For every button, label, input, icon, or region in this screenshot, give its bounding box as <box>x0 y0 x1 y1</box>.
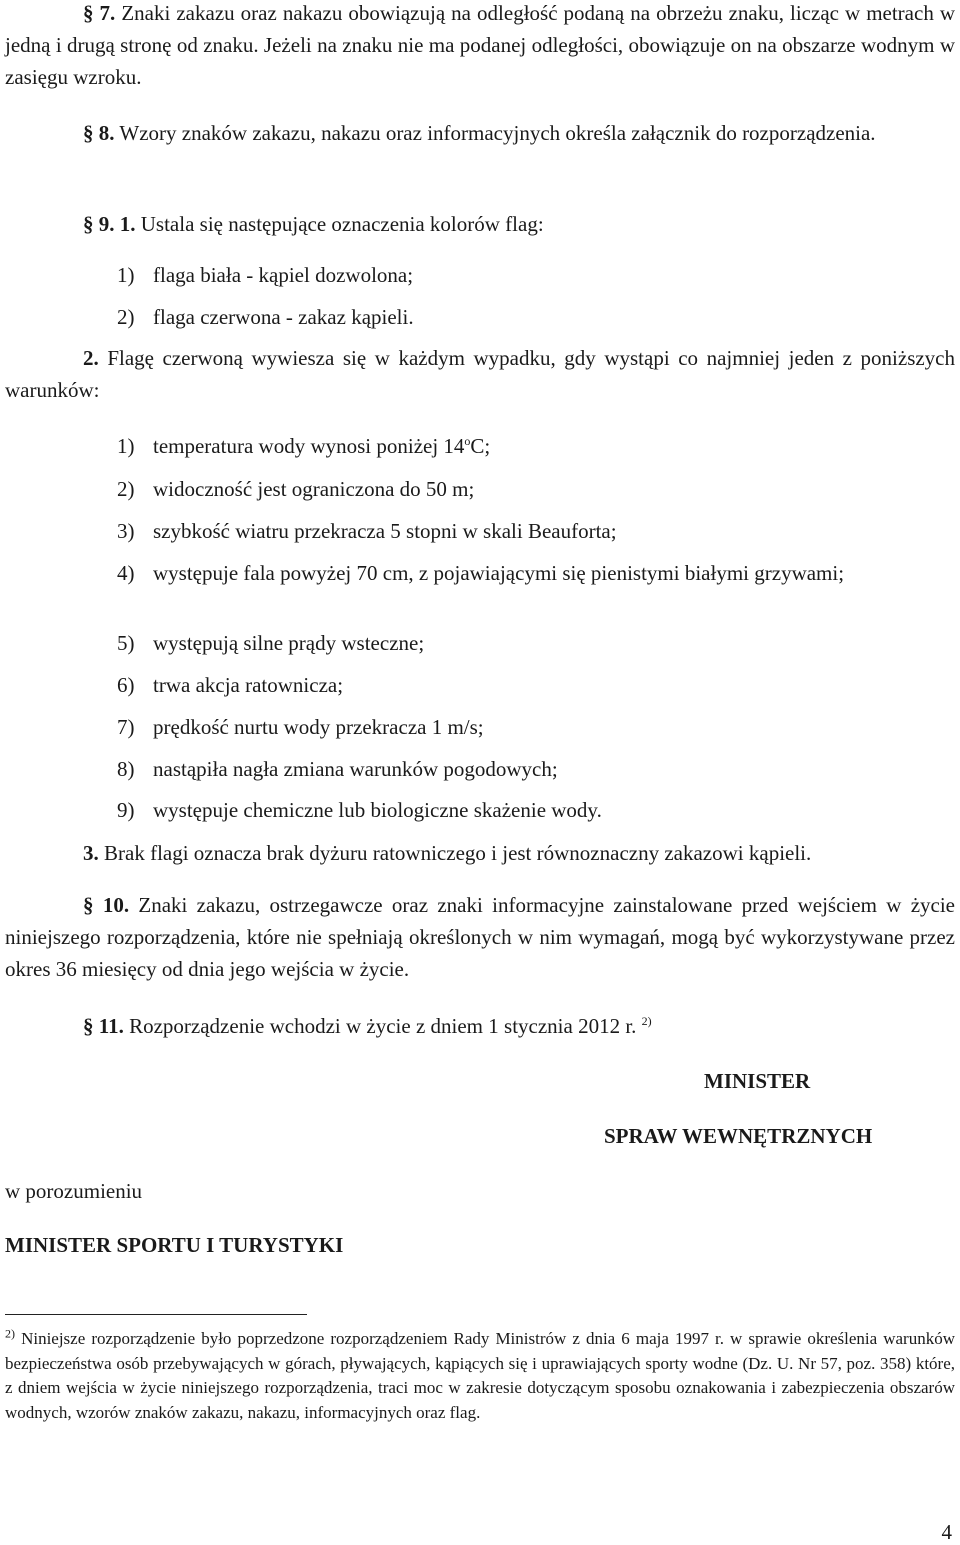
section-sign: § <box>83 893 94 917</box>
paragraph-number: 7. <box>99 1 116 25</box>
section-sign: § <box>83 212 94 236</box>
paragraph-text: Znaki zakazu oraz nakazu obowiązują na odległość podaną na obrzeżu znaku, licząc w metrach w jedną i drugą stronę od znaku. Jeżeli na znaku nie ma podanej odległości, obowiązuje on na obszarze wodnym w zasięgu wzroku. <box>5 1 956 89</box>
ust-text: Ustala się następujące oznaczenia kolorów flag: <box>140 212 544 236</box>
ust-text: Flagę czerwoną wywiesza się w każdym wypadku, gdy wystąpi co najmniej jeden z poniższych warunków: <box>5 346 956 402</box>
paragraph-number: 10. <box>102 893 130 917</box>
paragraph-text: Rozporządzenie wchodzi w życie z dniem 1 stycznia 2012 r. <box>129 1014 637 1038</box>
section-sign: § <box>83 121 94 145</box>
paragraph-number: 11. <box>98 1014 124 1038</box>
ust-number: 1. <box>119 212 136 236</box>
footnote-text: Niniejsze rozporządzenie było poprzedzone rozporządzeniem Rady Ministrów z dnia 6 maja 1997 r. w sprawie określenia warunków bezpieczeństwa osób przebywających w górach, pływających, kąpiących się i uprawiających sporty wodne (Dz. U. Nr 57, poz. 358) które, z dniem wejścia w życie niniejszego rozporządzenia, traci moc w zakresie dotyczącym sposobu oznakowania i zabezpieczenia obszarów wodnych, wzorów znaków zakazu, nakazu, informacyjnych oraz flag. <box>5 1329 955 1422</box>
signature-ministry: SPRAW WEWNĘTRZNYCH <box>604 1124 873 1148</box>
paragraph-text: Znaki zakazu, ostrzegawcze oraz znaki informacyjne zainstalowane przed wejściem w życie niniejszego rozporządzenia, które nie spełniają określonych w nim wymagań, mogą być wykorzystywane przez okres 36 miesięcy od dnia jego wejścia w życie. <box>5 893 956 981</box>
footnote-separator <box>5 1314 307 1315</box>
paragraph-7 <box>5 0 955 93</box>
page-number: 4 <box>941 1520 952 1544</box>
paragraph-11 <box>83 1013 652 1039</box>
paragraph-number: 9. <box>98 212 115 236</box>
paragraph-9-ust-2 <box>5 342 955 406</box>
paragraph-10 <box>5 889 955 985</box>
ust-number: 2. <box>83 346 99 370</box>
paragraph-number: 8. <box>98 121 115 145</box>
section-sign: § <box>83 1014 94 1038</box>
agreement-note: w porozumieniu <box>5 1179 143 1203</box>
ust-number: 3. <box>83 841 99 865</box>
footnote-reference: 2) <box>641 1014 652 1028</box>
section-sign: § <box>83 1 94 25</box>
ust-text: Brak flagi oznacza brak dyżuru ratowniczego i jest równoznaczny zakazowi kąpieli. <box>104 841 812 865</box>
document-page: § 7. Znaki zakazu oraz nakazu obowiązują na odległość podaną na obrzeżu znaku, licząc w metrach w jedną i drugą stronę od znaku. Jeżeli na znaku nie ma podanej odległości, obowiązuje on na obszarze wodnym w zasięgu wzroku. § 8. Wzory znaków zakazu, nakazu oraz informacyjnych określa załącznik do rozporządzenia. § 9. 1. Ustala się następujące oznaczenia kolorów flag: 1) flaga biała - kąpiel dozwolona; 2) flaga czerwona - zakaz kąpieli. 2. Flagę czerwoną wywiesza się w każdym wypadku, gdy wystąpi co najmniej jeden z poniższych warunków: 1) temperatura wody wynosi poniżej 14$^o$C; 2) widoczność jest ograniczona do 50 m; 3) szybkość wiatru przekracza 5 stopni w skali Beauforta; 4) występuje fala powyżej 70 cm, z pojawiającymi się pienistymi białymi grzywami; 5) występują silne prądy wsteczne; 6) trwa akcja ratownicza; 7) prędkość nurtu wody przekracza 1 m/s; 8) nastąpiła nagła zmiana warunków pogodowych; 9) występuje chemiczne lub biologiczne skażenie wody. 3. Brak flagi oznacza brak dyżuru ratowniczego i jest równoznaczny zakazowi kąpieli. § 10. Znaki zakazu, ostrzegawcze oraz znaki informacyjne zainstalowane przed wejściem w życie niniejszego rozporządzenia, które nie spełniają określonych w nim wymagań, mogą być wykorzystywane przez okres 36 miesięcy od dnia jego wejścia w życie. § 11. Rozporządzenie wchodzi w życie z dniem 1 stycznia 2012 r. $^{2)}$ MINISTER SPRAW WEWNĘTRZNYCH w porozumieniu MINISTER SPORTU I TURYSTYKI $^{2)}$ Niniejsze rozporządzenie było poprzedzone rozporządzeniem Rady Ministrów z dnia 6 maja 1997 r. w sprawie określenia warunków bezpieczeństwa osób przebywających w górach, pływających, kąpiących się i uprawiających sporty wodne (Dz. U. Nr 57, poz. 358) które, z dniem wejścia w życie niniejszego rozporządzenia, traci moc w zakresie dotyczącym sposobu oznakowania i zabezpieczenia obszarów wodnych, wzorów znaków zakazu, nakazu, informacyjnych oraz flag. 4 <box>0 0 960 1543</box>
footnote <box>5 1327 955 1425</box>
paragraph-8 <box>5 117 955 149</box>
paragraph-9-ust-1 <box>83 211 544 237</box>
paragraph-9-ust-3 <box>83 840 811 866</box>
signature-title: MINISTER <box>704 1069 811 1093</box>
cosigner-title: MINISTER SPORTU I TURYSTYKI <box>5 1233 344 1257</box>
paragraph-text: Wzory znaków zakazu, nakazu oraz informacyjnych określa załącznik do rozporządzenia. <box>119 121 876 145</box>
footnote-mark: 2) <box>5 1326 15 1341</box>
